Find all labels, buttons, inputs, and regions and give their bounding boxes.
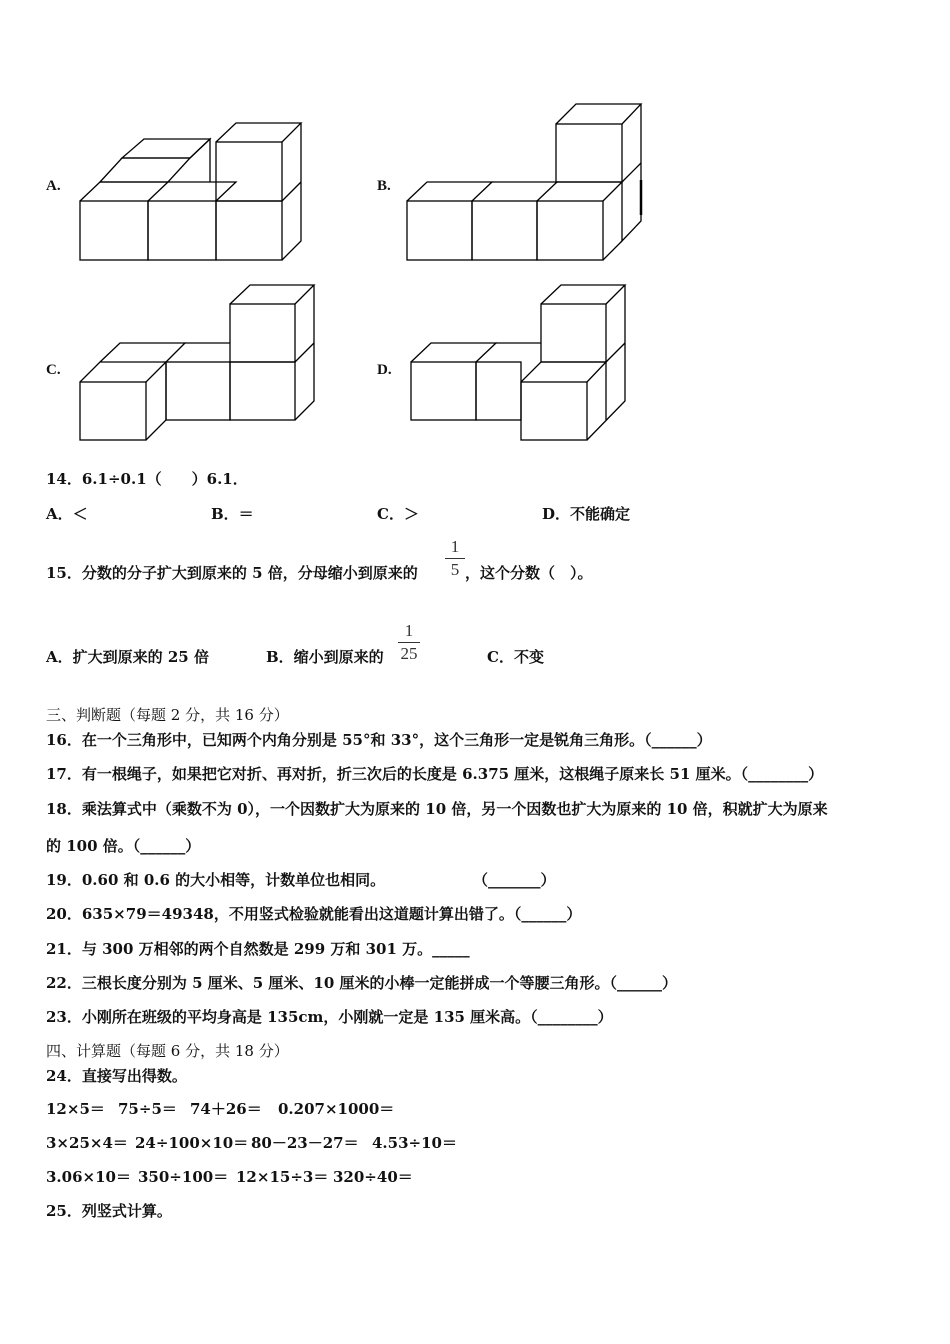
calc-r3-c2: 350÷100＝ <box>138 1168 229 1186</box>
q20: 20．635×79＝49348，不用竖式检验就能看出这道题计算出错了。（______） <box>46 905 582 923</box>
q21: 21．与 300 万相邻的两个自然数是 299 万和 301 万。_____ <box>46 940 470 958</box>
figure-d-cubes <box>0 0 950 480</box>
q24: 24．直接写出得数。 <box>46 1067 187 1085</box>
q15-stem-pre: 15．分数的分子扩大到原来的 5 倍，分母缩小到原来的 <box>46 564 418 582</box>
q17: 17．有一根绳子，如果把它对折、再对折，折三次后的长度是 6.375 厘米，这根绳子原来长 51 厘米。（________） <box>46 765 824 783</box>
fraction-bar <box>445 558 465 559</box>
calc-r3-c1: 3.06×10＝ <box>46 1168 131 1186</box>
q15-stem-post: ，这个分数（ ）。 <box>465 564 593 582</box>
calc-r3-c4: 320÷40＝ <box>333 1168 413 1186</box>
q15-option-c: C．不变 <box>487 648 544 666</box>
q15-option-b-fraction <box>396 622 422 663</box>
option-d-label: D. <box>377 362 392 378</box>
q14-option-c: C．＞ <box>377 505 419 523</box>
q15-option-b-numerator: 1 <box>404 621 414 640</box>
q19-blank: （_______） <box>473 871 556 889</box>
calc-r1-c2: 75÷5＝ <box>118 1100 177 1118</box>
q18-line1: 18．乘法算式中（乘数不为 0），一个因数扩大为原来的 10 倍，另一个因数也扩大为原来的 10 倍，积就扩大为原来 <box>46 800 828 818</box>
section4-title: 四、计算题（每题 6 分，共 18 分） <box>46 1042 289 1060</box>
calc-r2-c2: 24÷100×10＝ <box>135 1134 249 1152</box>
q16: 16．在一个三角形中，已知两个内角分别是 55°和 33°，这个三角形一定是锐角三角形。（______） <box>46 731 712 749</box>
calc-r2-c4: 4.53÷10＝ <box>372 1134 457 1152</box>
q14-option-a: A．＜ <box>46 505 88 523</box>
q14-option-d: D．不能确定 <box>542 505 631 523</box>
q15-option-a: A．扩大到原来的 25 倍 <box>46 648 209 666</box>
calc-r1-c4: 0.207×1000＝ <box>278 1100 395 1118</box>
calc-r2-c3: 80－23－27＝ <box>251 1134 359 1152</box>
q19: 19．0.60 和 0.6 的大小相等，计数单位也相同。 <box>46 871 386 889</box>
option-c-label: C. <box>46 362 61 378</box>
calc-r1-c3: 74＋26＝ <box>190 1100 262 1118</box>
q22: 22．三根长度分别为 5 厘米、5 厘米、10 厘米的小棒一定能拼成一个等腰三角形。（______） <box>46 974 678 992</box>
option-b-label: B. <box>377 178 391 194</box>
q14-stem: 14．6.1÷0.1（ ）6.1． <box>46 470 248 488</box>
fraction-bar <box>398 642 420 643</box>
q15-option-b-denominator: 25 <box>400 644 418 663</box>
calc-r3-c3: 12×15÷3＝ <box>236 1168 329 1186</box>
q25: 25．列竖式计算。 <box>46 1202 172 1220</box>
q23: 23．小刚所在班级的平均身高是 135cm，小刚就一定是 135 厘米高。（________） <box>46 1008 613 1026</box>
q18-line2: 的 100 倍。（______） <box>46 837 201 855</box>
q15-option-b-pre: B．缩小到原来的 <box>266 648 384 666</box>
q15-fraction <box>443 538 467 579</box>
q14-option-b: B．＝ <box>211 505 254 523</box>
option-a-label: A. <box>46 178 61 194</box>
q15-fraction-numerator: 1 <box>450 537 460 556</box>
calc-r1-c1: 12×5＝ <box>46 1100 105 1118</box>
calc-r2-c1: 3×25×4＝ <box>46 1134 128 1152</box>
section3-title: 三、判断题（每题 2 分，共 16 分） <box>46 706 289 724</box>
q15-fraction-denominator: 5 <box>450 560 460 579</box>
